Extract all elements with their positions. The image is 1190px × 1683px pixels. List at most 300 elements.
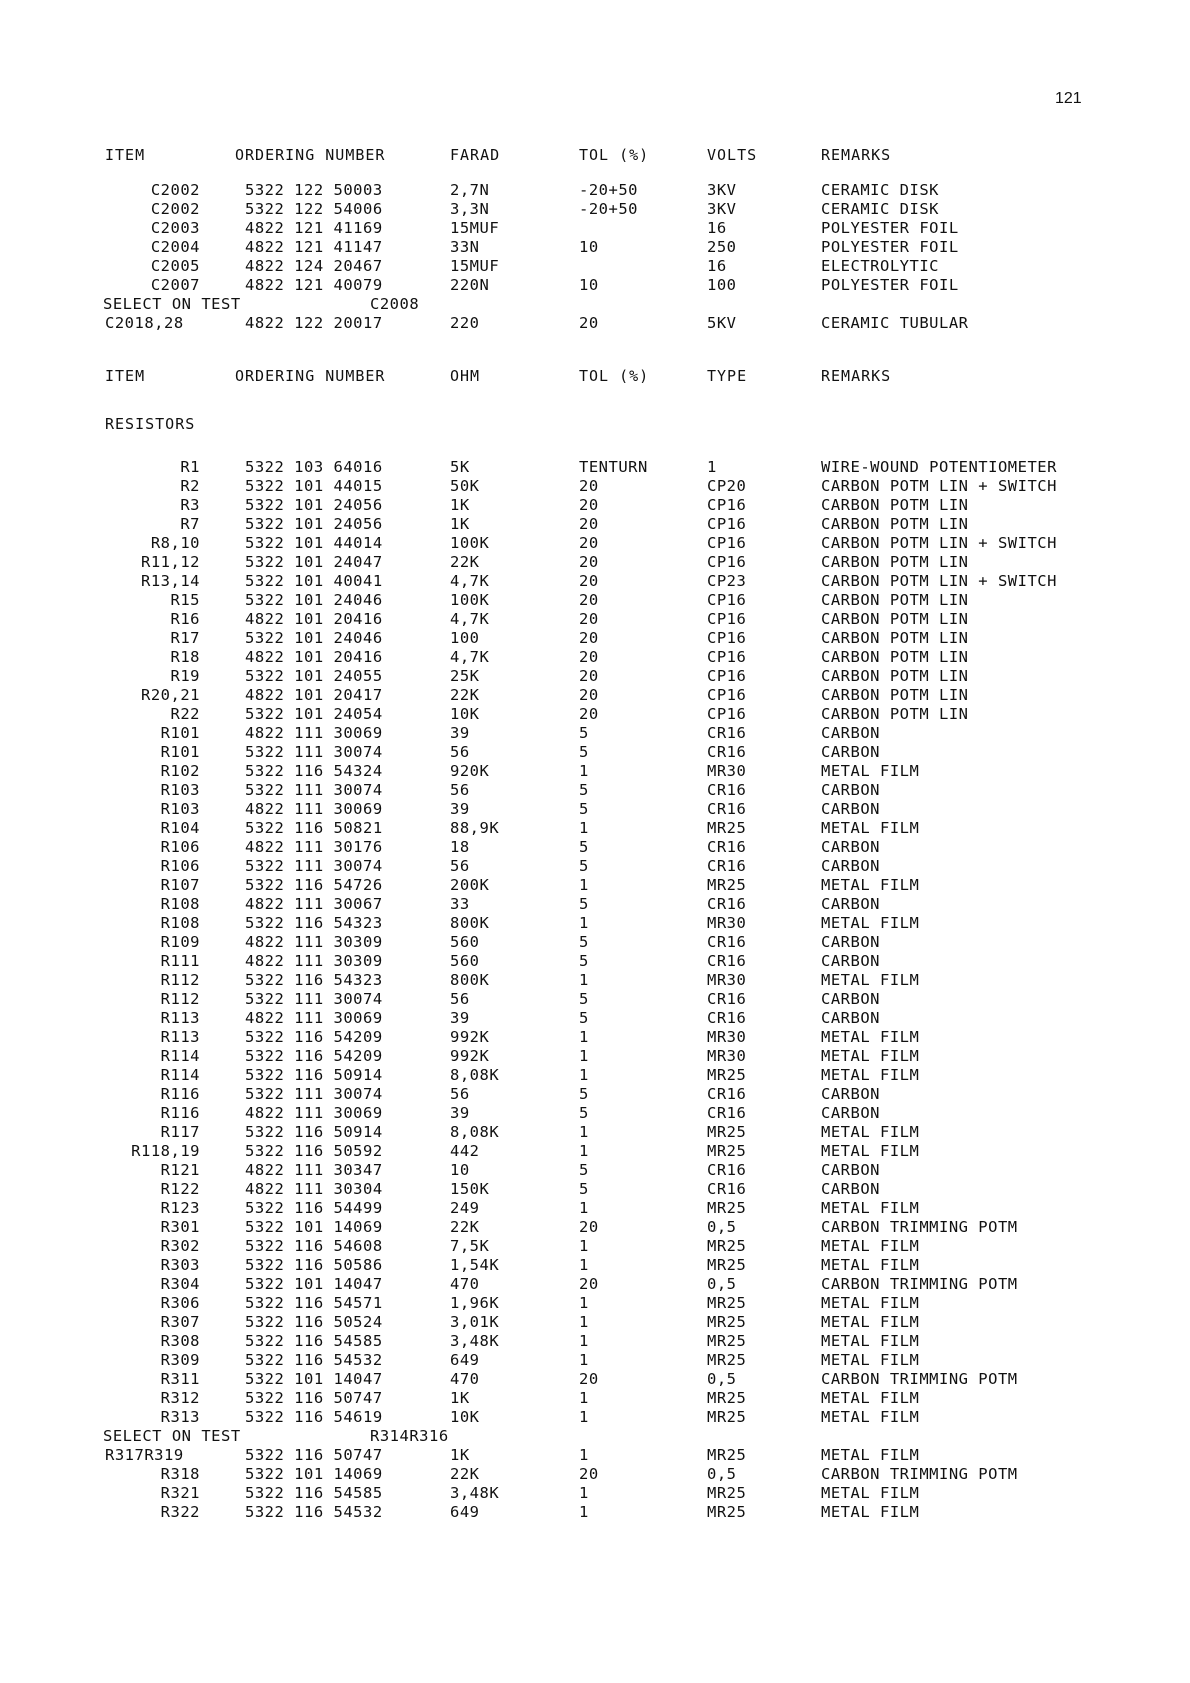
- table-row: [105, 1256, 1105, 1275]
- value-cell: 22K: [450, 686, 480, 704]
- type-cell: CP16: [707, 591, 747, 609]
- table-row: [105, 496, 1105, 515]
- type-cell: CR16: [707, 857, 747, 875]
- remarks-cell: POLYESTER FOIL: [821, 276, 959, 294]
- resistor-rows-after: [105, 1446, 1105, 1522]
- item-cell: R3: [180, 496, 200, 514]
- value-cell: 10K: [450, 705, 480, 723]
- remarks-cell: CARBON: [821, 800, 880, 818]
- remarks-cell: METAL FILM: [821, 1199, 920, 1217]
- table-row: [105, 591, 1105, 610]
- table-row: [105, 314, 1105, 333]
- tol-cell: 1: [579, 971, 589, 989]
- ordering-number-cell: 5322 111 30074: [245, 857, 383, 875]
- item-cell: R17: [170, 629, 200, 647]
- ordering-number-cell: 5322 116 54619: [245, 1408, 383, 1426]
- item-cell: R19: [170, 667, 200, 685]
- ordering-number-cell: 5322 116 50592: [245, 1142, 383, 1160]
- ordering-number-cell: 4822 111 30067: [245, 895, 383, 913]
- tol-cell: 5: [579, 857, 589, 875]
- tol-cell: 20: [579, 591, 599, 609]
- remarks-cell: CARBON: [821, 781, 880, 799]
- tol-cell: 1: [579, 1389, 589, 1407]
- type-cell: CR16: [707, 800, 747, 818]
- item-cell: R103: [160, 800, 200, 818]
- item-cell: R11,12: [141, 553, 200, 571]
- tol-cell: 5: [579, 781, 589, 799]
- type-cell: MR25: [707, 1256, 747, 1274]
- item-cell: R2: [180, 477, 200, 495]
- table-row: [105, 686, 1105, 705]
- type-cell: 3KV: [707, 181, 737, 199]
- table-row: [105, 477, 1105, 496]
- type-cell: 0,5: [707, 1218, 737, 1236]
- remarks-cell: CARBON POTM LIN: [821, 553, 969, 571]
- table-row: [105, 534, 1105, 553]
- tol-cell: 1: [579, 762, 589, 780]
- value-cell: 22K: [450, 553, 480, 571]
- ordering-number-cell: 4822 111 30069: [245, 1009, 383, 1027]
- ordering-number-cell: 4822 111 30069: [245, 724, 383, 742]
- type-cell: CR16: [707, 724, 747, 742]
- tol-cell: -20+50: [579, 200, 638, 218]
- value-cell: 7,5K: [450, 1237, 490, 1255]
- remarks-cell: METAL FILM: [821, 819, 920, 837]
- type-cell: CP16: [707, 648, 747, 666]
- table-row: [105, 800, 1105, 819]
- table-row: [105, 629, 1105, 648]
- type-cell: MR25: [707, 819, 747, 837]
- item-cell: R311: [160, 1370, 200, 1388]
- ordering-number-cell: 4822 122 20017: [245, 314, 383, 332]
- item-cell: R111: [160, 952, 200, 970]
- value-cell: 1K: [450, 1389, 470, 1407]
- tol-cell: 20: [579, 667, 599, 685]
- tol-cell: 10: [579, 238, 599, 256]
- table-row: [105, 1237, 1105, 1256]
- item-cell: R113: [160, 1009, 200, 1027]
- header-farad: FARAD: [450, 146, 501, 164]
- value-cell: 4,7K: [450, 572, 490, 590]
- type-cell: 0,5: [707, 1370, 737, 1388]
- table-row: [105, 1294, 1105, 1313]
- ordering-number-cell: 5322 101 24055: [245, 667, 383, 685]
- tol-cell: 5: [579, 990, 589, 1008]
- type-cell: MR25: [707, 1066, 747, 1084]
- item-cell: C2003: [150, 219, 200, 237]
- value-cell: 1K: [450, 496, 470, 514]
- remarks-cell: METAL FILM: [821, 1047, 920, 1065]
- remarks-cell: CARBON POTM LIN: [821, 515, 969, 533]
- remarks-cell: CARBON: [821, 933, 880, 951]
- type-cell: CP16: [707, 667, 747, 685]
- item-cell: R308: [160, 1332, 200, 1350]
- table-row: [105, 914, 1105, 933]
- ordering-number-cell: 5322 111 30074: [245, 781, 383, 799]
- tol-cell: 1: [579, 1028, 589, 1046]
- item-cell: R307: [160, 1313, 200, 1331]
- table-row: [105, 1351, 1105, 1370]
- remarks-cell: METAL FILM: [821, 1484, 920, 1502]
- tol-cell: 5: [579, 1104, 589, 1122]
- type-cell: CR16: [707, 1104, 747, 1122]
- item-cell: R101: [160, 724, 200, 742]
- ordering-number-cell: 5322 116 54571: [245, 1294, 383, 1312]
- remarks-cell: WIRE-WOUND POTENTIOMETER: [821, 458, 1057, 476]
- tol-cell: 1: [579, 1408, 589, 1426]
- ordering-number-cell: 5322 101 44015: [245, 477, 383, 495]
- ordering-number-cell: 5322 101 24047: [245, 553, 383, 571]
- ordering-number-cell: 4822 101 20416: [245, 610, 383, 628]
- tol-cell: 5: [579, 1009, 589, 1027]
- ordering-number-cell: 5322 101 24046: [245, 591, 383, 609]
- table-row: [105, 1465, 1105, 1484]
- value-cell: 649: [450, 1503, 480, 1521]
- type-cell: MR25: [707, 1199, 747, 1217]
- value-cell: 649: [450, 1351, 480, 1369]
- ordering-number-cell: 4822 121 40079: [245, 276, 383, 294]
- item-cell: R108: [160, 895, 200, 913]
- tol-cell: 20: [579, 686, 599, 704]
- remarks-cell: CARBON: [821, 1009, 880, 1027]
- type-cell: 0,5: [707, 1275, 737, 1293]
- value-cell: 3,48K: [450, 1332, 500, 1350]
- ordering-number-cell: 5322 101 24056: [245, 515, 383, 533]
- ordering-number-cell: 5322 101 24046: [245, 629, 383, 647]
- header-remarks: REMARKS: [821, 367, 892, 385]
- resistor-rows: [105, 458, 1105, 1427]
- remarks-cell: CARBON: [821, 952, 880, 970]
- select-on-test-row: [105, 295, 1105, 314]
- ordering-number-cell: 5322 101 44014: [245, 534, 383, 552]
- tol-cell: 1: [579, 1142, 589, 1160]
- capacitor-header-row: [105, 146, 1105, 165]
- type-cell: MR30: [707, 1028, 747, 1046]
- item-cell: R306: [160, 1294, 200, 1312]
- remarks-cell: CARBON POTM LIN: [821, 648, 969, 666]
- item-cell: R318: [160, 1465, 200, 1483]
- value-cell: 560: [450, 933, 480, 951]
- ordering-number-cell: 4822 111 30176: [245, 838, 383, 856]
- tol-cell: 5: [579, 800, 589, 818]
- table-row: [105, 1275, 1105, 1294]
- ordering-number-cell: 5322 111 30074: [245, 990, 383, 1008]
- type-cell: MR25: [707, 1332, 747, 1350]
- ordering-number-cell: 4822 111 30069: [245, 1104, 383, 1122]
- type-cell: 16: [707, 219, 727, 237]
- item-cell: R15: [170, 591, 200, 609]
- tol-cell: 20: [579, 648, 599, 666]
- type-cell: MR25: [707, 876, 747, 894]
- value-cell: 33: [450, 895, 470, 913]
- remarks-cell: METAL FILM: [821, 971, 920, 989]
- remarks-cell: CARBON POTM LIN + SWITCH: [821, 477, 1057, 495]
- table-row: [105, 895, 1105, 914]
- table-row: [105, 610, 1105, 629]
- table-row: [105, 1408, 1105, 1427]
- tol-cell: 20: [579, 629, 599, 647]
- item-cell: R103: [160, 781, 200, 799]
- value-cell: 56: [450, 1085, 470, 1103]
- table-row: [105, 990, 1105, 1009]
- tol-cell: 5: [579, 952, 589, 970]
- table-row: [105, 1009, 1105, 1028]
- remarks-cell: METAL FILM: [821, 1351, 920, 1369]
- remarks-cell: CARBON TRIMMING POTM: [821, 1218, 1018, 1236]
- type-cell: MR25: [707, 1503, 747, 1521]
- value-cell: 1,54K: [450, 1256, 500, 1274]
- ordering-number-cell: 5322 101 14047: [245, 1275, 383, 1293]
- value-cell: 1K: [450, 515, 470, 533]
- tol-cell: 1: [579, 1351, 589, 1369]
- remarks-cell: METAL FILM: [821, 1237, 920, 1255]
- table-row: [105, 1332, 1105, 1351]
- item-cell: R302: [160, 1237, 200, 1255]
- type-cell: CP16: [707, 705, 747, 723]
- table-row: [105, 1047, 1105, 1066]
- value-cell: 39: [450, 800, 470, 818]
- tol-cell: 1: [579, 819, 589, 837]
- remarks-cell: METAL FILM: [821, 1503, 920, 1521]
- item-cell: R22: [170, 705, 200, 723]
- ordering-number-cell: 4822 101 20417: [245, 686, 383, 704]
- tol-cell: 10: [579, 276, 599, 294]
- tol-cell: -20+50: [579, 181, 638, 199]
- ordering-number-cell: 5322 101 24056: [245, 496, 383, 514]
- item-cell: R304: [160, 1275, 200, 1293]
- header-tol: TOL (%): [579, 367, 650, 385]
- table-row: [105, 1161, 1105, 1180]
- resistor-table-header: [105, 367, 1105, 386]
- remarks-cell: METAL FILM: [821, 1028, 920, 1046]
- ordering-number-cell: 5322 122 50003: [245, 181, 383, 199]
- type-cell: MR25: [707, 1313, 747, 1331]
- value-cell: 800K: [450, 971, 490, 989]
- type-cell: CR16: [707, 952, 747, 970]
- value-cell: 3,3N: [450, 200, 490, 218]
- value-cell: 33N: [450, 238, 480, 256]
- item-cell: R123: [160, 1199, 200, 1217]
- remarks-cell: CARBON: [821, 838, 880, 856]
- remarks-cell: METAL FILM: [821, 1066, 920, 1084]
- capacitor-rows-after: [105, 314, 1105, 333]
- item-cell: R113: [160, 1028, 200, 1046]
- header-type: TYPE: [707, 367, 748, 385]
- value-cell: 220: [450, 314, 480, 332]
- tol-cell: 20: [579, 572, 599, 590]
- remarks-cell: CARBON POTM LIN + SWITCH: [821, 534, 1057, 552]
- value-cell: 800K: [450, 914, 490, 932]
- ordering-number-cell: 5322 116 54608: [245, 1237, 383, 1255]
- tol-cell: 1: [579, 1123, 589, 1141]
- table-row: [105, 276, 1105, 295]
- remarks-cell: METAL FILM: [821, 1389, 920, 1407]
- ordering-number-cell: 5322 116 50747: [245, 1446, 383, 1464]
- item-cell: R313: [160, 1408, 200, 1426]
- header-item: ITEM: [105, 367, 146, 385]
- ordering-number-cell: 5322 116 54585: [245, 1484, 383, 1502]
- tol-cell: 1: [579, 1446, 589, 1464]
- item-cell: R102: [160, 762, 200, 780]
- tol-cell: 20: [579, 477, 599, 495]
- tol-cell: 20: [579, 705, 599, 723]
- remarks-cell: ELECTROLYTIC: [821, 257, 939, 275]
- type-cell: MR25: [707, 1446, 747, 1464]
- tol-cell: 1: [579, 1066, 589, 1084]
- item-cell: C2005: [150, 257, 200, 275]
- table-row: [105, 1370, 1105, 1389]
- table-row: [105, 876, 1105, 895]
- type-cell: 16: [707, 257, 727, 275]
- tol-cell: 5: [579, 1161, 589, 1179]
- item-cell: R309: [160, 1351, 200, 1369]
- ordering-number-cell: 4822 121 41147: [245, 238, 383, 256]
- item-cell: R317R319: [105, 1446, 184, 1464]
- value-cell: 22K: [450, 1465, 480, 1483]
- tol-cell: 1: [579, 1256, 589, 1274]
- remarks-cell: METAL FILM: [821, 914, 920, 932]
- type-cell: CR16: [707, 1180, 747, 1198]
- value-cell: 3,01K: [450, 1313, 500, 1331]
- value-cell: 920K: [450, 762, 490, 780]
- value-cell: 56: [450, 743, 470, 761]
- tol-cell: 1: [579, 1503, 589, 1521]
- table-row: [105, 1199, 1105, 1218]
- remarks-cell: CARBON: [821, 1085, 880, 1103]
- table-row: [105, 705, 1105, 724]
- capacitor-table: [105, 146, 1105, 333]
- ordering-number-cell: 4822 124 20467: [245, 257, 383, 275]
- value-cell: 220N: [450, 276, 490, 294]
- ordering-number-cell: 4822 111 30347: [245, 1161, 383, 1179]
- ordering-number-cell: 5322 101 14047: [245, 1370, 383, 1388]
- ordering-number-cell: 5322 116 54209: [245, 1047, 383, 1065]
- item-cell: R101: [160, 743, 200, 761]
- remarks-cell: CARBON: [821, 895, 880, 913]
- table-row: [105, 648, 1105, 667]
- type-cell: 3KV: [707, 200, 737, 218]
- remarks-cell: METAL FILM: [821, 1256, 920, 1274]
- tol-cell: 20: [579, 515, 599, 533]
- section-title-resistors: RESISTORS: [105, 415, 196, 433]
- item-cell: R301: [160, 1218, 200, 1236]
- type-cell: 250: [707, 238, 737, 256]
- table-row: [105, 857, 1105, 876]
- value-cell: 470: [450, 1275, 480, 1293]
- table-row: [105, 257, 1105, 276]
- tol-cell: 1: [579, 914, 589, 932]
- capacitor-rows: [105, 181, 1105, 295]
- item-cell: R16: [170, 610, 200, 628]
- table-row: [105, 1503, 1105, 1522]
- table-row: [105, 952, 1105, 971]
- ordering-number-cell: 5322 116 54209: [245, 1028, 383, 1046]
- item-cell: R116: [160, 1085, 200, 1103]
- select-on-test-ref: C2008: [370, 295, 420, 313]
- table-row: [105, 1104, 1105, 1123]
- remarks-cell: CARBON: [821, 1161, 880, 1179]
- remarks-cell: CARBON: [821, 1104, 880, 1122]
- type-cell: MR30: [707, 762, 747, 780]
- tol-cell: TENTURN: [579, 458, 648, 476]
- type-cell: CP16: [707, 496, 747, 514]
- remarks-cell: CARBON POTM LIN: [821, 686, 969, 704]
- tol-cell: 1: [579, 1237, 589, 1255]
- remarks-cell: METAL FILM: [821, 1294, 920, 1312]
- item-cell: R106: [160, 838, 200, 856]
- table-row: [105, 1028, 1105, 1047]
- ordering-number-cell: 5322 116 50914: [245, 1066, 383, 1084]
- table-row: [105, 724, 1105, 743]
- table-row: [105, 181, 1105, 200]
- ordering-number-cell: 5322 116 50524: [245, 1313, 383, 1331]
- item-cell: R114: [160, 1047, 200, 1065]
- remarks-cell: CARBON TRIMMING POTM: [821, 1370, 1018, 1388]
- tol-cell: 5: [579, 1180, 589, 1198]
- value-cell: 470: [450, 1370, 480, 1388]
- table-row: [105, 1066, 1105, 1085]
- tol-cell: 1: [579, 1294, 589, 1312]
- ordering-number-cell: 5322 122 54006: [245, 200, 383, 218]
- table-row: [105, 971, 1105, 990]
- remarks-cell: CARBON: [821, 990, 880, 1008]
- item-cell: R109: [160, 933, 200, 951]
- ordering-number-cell: 5322 116 54324: [245, 762, 383, 780]
- item-cell: R20,21: [141, 686, 200, 704]
- ordering-number-cell: 5322 116 54532: [245, 1351, 383, 1369]
- ordering-number-cell: 5322 101 40041: [245, 572, 383, 590]
- page-number: 121: [1055, 90, 1082, 107]
- value-cell: 100: [450, 629, 480, 647]
- tol-cell: 1: [579, 1199, 589, 1217]
- ordering-number-cell: 5322 116 54323: [245, 914, 383, 932]
- select-on-test-row: [105, 1427, 1105, 1446]
- type-cell: CP16: [707, 629, 747, 647]
- remarks-cell: CARBON POTM LIN: [821, 667, 969, 685]
- tol-cell: 20: [579, 1275, 599, 1293]
- value-cell: 56: [450, 990, 470, 1008]
- tol-cell: 20: [579, 553, 599, 571]
- value-cell: 10: [450, 1161, 470, 1179]
- type-cell: MR25: [707, 1123, 747, 1141]
- type-cell: CP16: [707, 553, 747, 571]
- value-cell: 88,9K: [450, 819, 500, 837]
- resistor-header-row: [105, 367, 1105, 386]
- table-row: [105, 553, 1105, 572]
- tol-cell: 5: [579, 895, 589, 913]
- type-cell: CR16: [707, 1009, 747, 1027]
- tol-cell: 1: [579, 1484, 589, 1502]
- table-row: [105, 743, 1105, 762]
- item-cell: R104: [160, 819, 200, 837]
- table-row: [105, 219, 1105, 238]
- header-ordering-number: ORDERING NUMBER: [235, 367, 386, 385]
- value-cell: 10K: [450, 1408, 480, 1426]
- ordering-number-cell: 5322 101 14069: [245, 1218, 383, 1236]
- tol-cell: 1: [579, 1047, 589, 1065]
- item-cell: R106: [160, 857, 200, 875]
- table-row: [105, 933, 1105, 952]
- tol-cell: 20: [579, 314, 599, 332]
- value-cell: 992K: [450, 1047, 490, 1065]
- item-cell: R114: [160, 1066, 200, 1084]
- table-row: [105, 1180, 1105, 1199]
- value-cell: 50K: [450, 477, 480, 495]
- table-row: [105, 1446, 1105, 1465]
- value-cell: 150K: [450, 1180, 490, 1198]
- type-cell: 1: [707, 458, 717, 476]
- item-cell: R321: [160, 1484, 200, 1502]
